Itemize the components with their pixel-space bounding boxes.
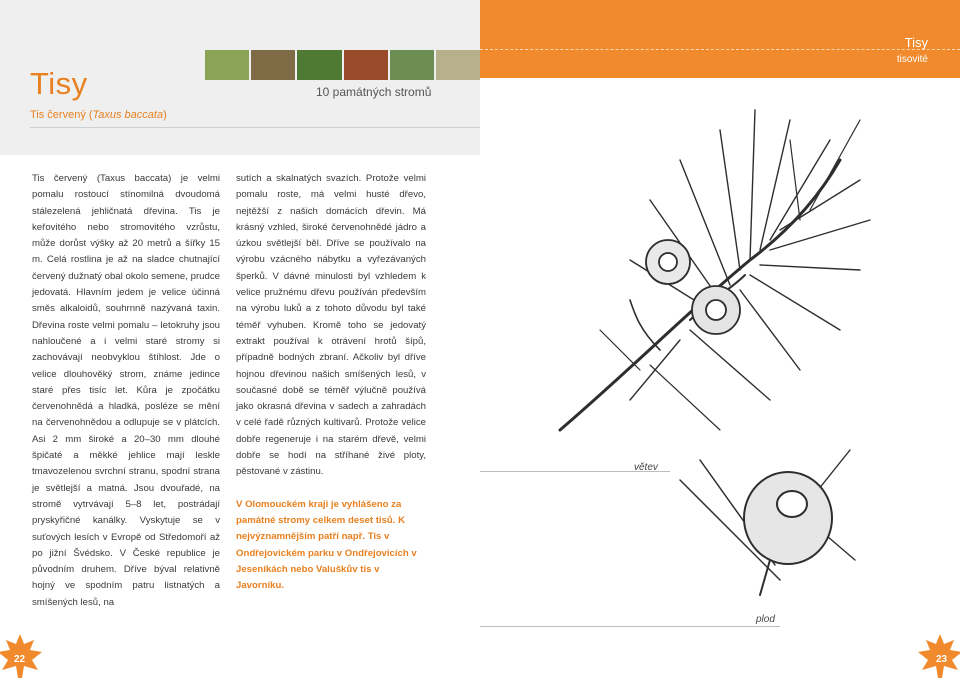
- photo-thumbnail: [205, 50, 249, 80]
- species-prefix: Tis červený (: [30, 109, 93, 121]
- species-suffix: ): [163, 109, 167, 121]
- photo-strip: [205, 50, 480, 80]
- header-divider: [30, 127, 480, 128]
- photo-thumbnail: [436, 50, 480, 80]
- photo-thumbnail: [251, 50, 295, 80]
- tag-divider: [480, 49, 960, 50]
- photo-thumbnail: [297, 50, 341, 80]
- highlight-text: V Olomouckém kraji je vyhlášeno za památné stromy celkem deset tisů. K nejvýznamnějším patří např. Tis v Ondřejovickém parku v Ondřejovicích v Jeseníkách nebo Valuškův tis v Javorníku.: [236, 498, 417, 592]
- page-title: Tisy: [30, 66, 88, 101]
- text-column-2: [236, 171, 426, 594]
- caption-fruit: plod: [756, 614, 775, 625]
- species-name: [30, 109, 167, 121]
- series-title: 10 památných stromů: [316, 85, 432, 99]
- yew-branch-drawing: [540, 100, 880, 460]
- photo-thumbnail: [344, 50, 388, 80]
- page-number-right: 23: [936, 654, 948, 665]
- caption-rule: [480, 626, 780, 627]
- page-number-left: 22: [14, 654, 26, 665]
- body-text-1: Tis červený (Taxus baccata) je velmi pomalu rostoucí stínomilná dvoudomá stálezelená jehličnatá dřevina. Tis je keřovitého nebo stromovitého vzrůstu, může dorůst výšky až 20 metrů a šířky 15 m. Celá rostlina je až na sladce chutnající červený dužnatý obal okolo semene, prudce jedovatá. Hlavním jedem je velice účinná směs alkaloidů, souhrnně nazývaná taxin. Dřevina roste velmi pomalu – letokruhy jsou nahloučené a i velmi staré stromy si zachovávají neobvyklou štíhlost. Jde o velice dlouhověký strom, známe jedince staré přes tisíc let. Kůra je zpočátku červenohnědá a hladká, posléze se mění na červenohnědou a odlupuje se v plátcích. Asi 2 mm široké a 20–30 mm dlouhé špičaté a měkké jehlice mají leskle tmavozelenou svrchní stranu, spodní strana je světlejší a matná. Jsou dvouřadé, na stromě vytrvávají 5–8 let, postrádají pryskyřičné kanálky. Vyskytuje se v suťových lesích v Evropě od Středomoří až po jižní Švédsko. V České republice je původním druhem. Dříve býval relativně hojný ve spodním patru listnatých a smíšených lesů, na: [32, 173, 220, 608]
- photo-thumbnail: [390, 50, 434, 80]
- text-column-1: [32, 171, 220, 611]
- species-latin: Taxus baccata: [92, 109, 164, 121]
- chapter-tag-bar: [480, 0, 960, 78]
- chapter-tag-subtitle: tisovité: [896, 54, 928, 65]
- body-text-2: sutích a skalnatých svazích. Protože velmi pomalu roste, má velmi husté dřevo, nejtěžší z našich domácích dřevin. Má krásný vzhled, široké červenohnědé jádro a úzkou světlejší běl. Dříve se používalo na výrobu vzácného nábytku a vyřezávaných šperků. V dávné minulosti byl vzhledem k velice pružnému dřevu používán především na výrobu luků a z tohoto důvodu byl také téměř vyhuben. Kromě toho se jedovatý extrakt používal k otrávení hrotů šípů, případně bodných zbraní. Ačkoliv byl dříve hojnou dřevinou našich smíšených lesů, v současné době se téměř výlučně používá jako okrasná dřevina v sadech a zahradách v celé řadě různých kultivarů. Protože velice dobře regeneruje i na starém dřevě, velmi dobře se hodí na stříhané živé ploty, pěstované v zástinu.: [236, 173, 426, 478]
- caption-branch: větev: [634, 462, 658, 473]
- yew-fruit-drawing: [660, 440, 860, 600]
- chapter-tag-title: Tisy: [904, 35, 928, 50]
